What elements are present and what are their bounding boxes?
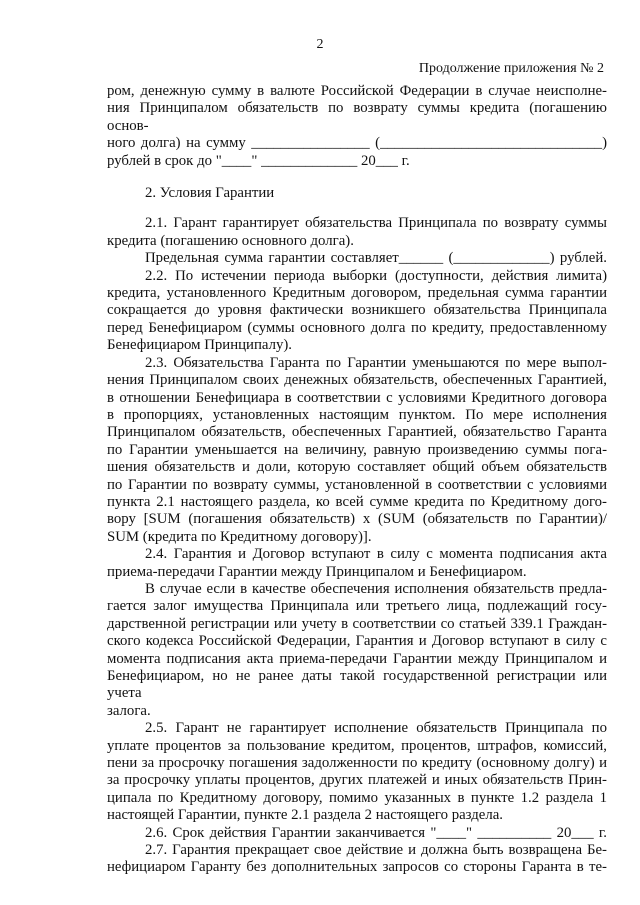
text-line: Предельная сумма гарантии составляет______ (_____________) рублей.: [145, 250, 607, 267]
text-line: дарственной регистрации или учету в соответствии со статьей 339.1 Граждан-: [107, 615, 607, 632]
text-line: В случае если в качестве обеспечения исполнения обязательств предла-: [145, 580, 607, 597]
text-line: 2.6. Срок действия Гарантии заканчивается "____" __________ 20___ г.: [145, 824, 607, 841]
text-line: в отношении Бенефициара в соответствии с условиями Кредитного договора: [107, 389, 607, 406]
section-heading: 2. Условия Гарантии: [145, 185, 275, 202]
text-line: Бенефициаром, но не ранее даты такой государственной регистрации или учета: [107, 668, 607, 702]
text-line: ром, денежную сумму в валюте Российской Федерации в случае неисполне-: [107, 83, 607, 99]
text-line: ципала по Кредитному договору, помимо указанных в пункте 1.2 раздела 1: [107, 789, 607, 806]
text-line: 2.2. По истечении периода выборки (доступности, действия лимита): [145, 267, 607, 284]
text-line: кредита, установленного Кредитным договором, предельная сумма гарантии: [107, 285, 607, 302]
text-line: вору [SUM (погашения обязательств) x (SUM (обязательств по Гарантии)/: [107, 511, 607, 528]
text-line: момента подписания акта приема-передачи Гарантии между Принципалом и: [107, 650, 607, 667]
text-line: кредита (погашению основного долга).: [107, 232, 354, 249]
text-line: SUM (кредита по Кредитному договору)].: [107, 528, 372, 545]
text-line: рублей в срок до "____" _____________ 20___ г.: [107, 152, 410, 169]
text-line: 2.7. Гарантия прекращает свое действие и должна быть возвращена Бе-: [145, 842, 607, 859]
text-line: в пропорциях, установленных настоящим пунктом. По мере исполнения: [107, 406, 607, 423]
text-line: ского кодекса Российской Федерации, Гарантия и Договор вступают в силу с: [107, 633, 607, 650]
text-line: Бенефициаром Принципалу).: [107, 337, 293, 354]
text-line: по Гарантии уменьшается на величину, равную произведению суммы пога-: [107, 441, 607, 458]
text-line: залога.: [107, 702, 151, 719]
text-line: 2.4. Гарантия и Договор вступают в силу с момента подписания акта: [145, 546, 607, 563]
text-line: по Гарантии по возврату суммы, установленной в соответствии с условиями: [107, 476, 607, 493]
continuation-note: Продолжение приложения № 2: [418, 61, 604, 76]
text-line: уплате процентов за пользование кредитом, процентов, штрафов, комиссий,: [107, 737, 607, 754]
text-line: ного долга) на сумму ________________ (______________________________): [107, 135, 607, 152]
text-line: пени за просрочку погашения задолженности по кредиту (основному долгу) и: [107, 755, 607, 772]
text-line: гается залог имущества Принципала или третьего лица, подлежащий госу-: [107, 598, 607, 615]
text-line: перед Бенефициаром (суммы основного долга по кредиту, предоставленному: [107, 319, 607, 336]
text-line: приема-передачи Гарантии между Принципалом и Бенефициаром.: [107, 563, 527, 580]
text-line: шения обязательств и доли, которую составляет общий объем обязательств: [107, 459, 607, 476]
text-line: пункта 2.1 настоящего раздела, ко всей сумме кредита по Кредитному дого-: [107, 493, 607, 510]
text-line: за просрочку уплаты процентов, других платежей и иных обязательств Прин-: [107, 772, 607, 789]
document-body: [107, 83, 607, 877]
text-line: сокращается до уровня фактически возникшего обязательства Принципала: [107, 302, 607, 319]
text-line: нения Принципалом своих денежных обязательств, обеспеченных Гарантией,: [107, 372, 607, 389]
text-line: 2.1. Гарант гарантирует обязательства Принципала по возврату суммы: [145, 215, 607, 232]
text-line: ния Принципалом обязательств по возврату суммы кредита (погашению основ-: [107, 100, 607, 134]
text-line: нефициаром Гаранту без дополнительных запросов со стороны Гаранта в те-: [107, 859, 607, 876]
text-line: 2.3. Обязательства Гаранта по Гарантии уменьшаются по мере выпол-: [145, 354, 607, 371]
page-number: 2: [316, 37, 324, 52]
text-line: Принципалом обязательств, обеспеченных Гарантией, обязательство Гаранта: [107, 424, 607, 441]
text-line: настоящей Гарантии, пункте 2.1 раздела 2 настоящего раздела.: [107, 807, 504, 824]
text-line: 2.5. Гарант не гарантирует исполнение обязательств Принципала по: [145, 720, 607, 737]
